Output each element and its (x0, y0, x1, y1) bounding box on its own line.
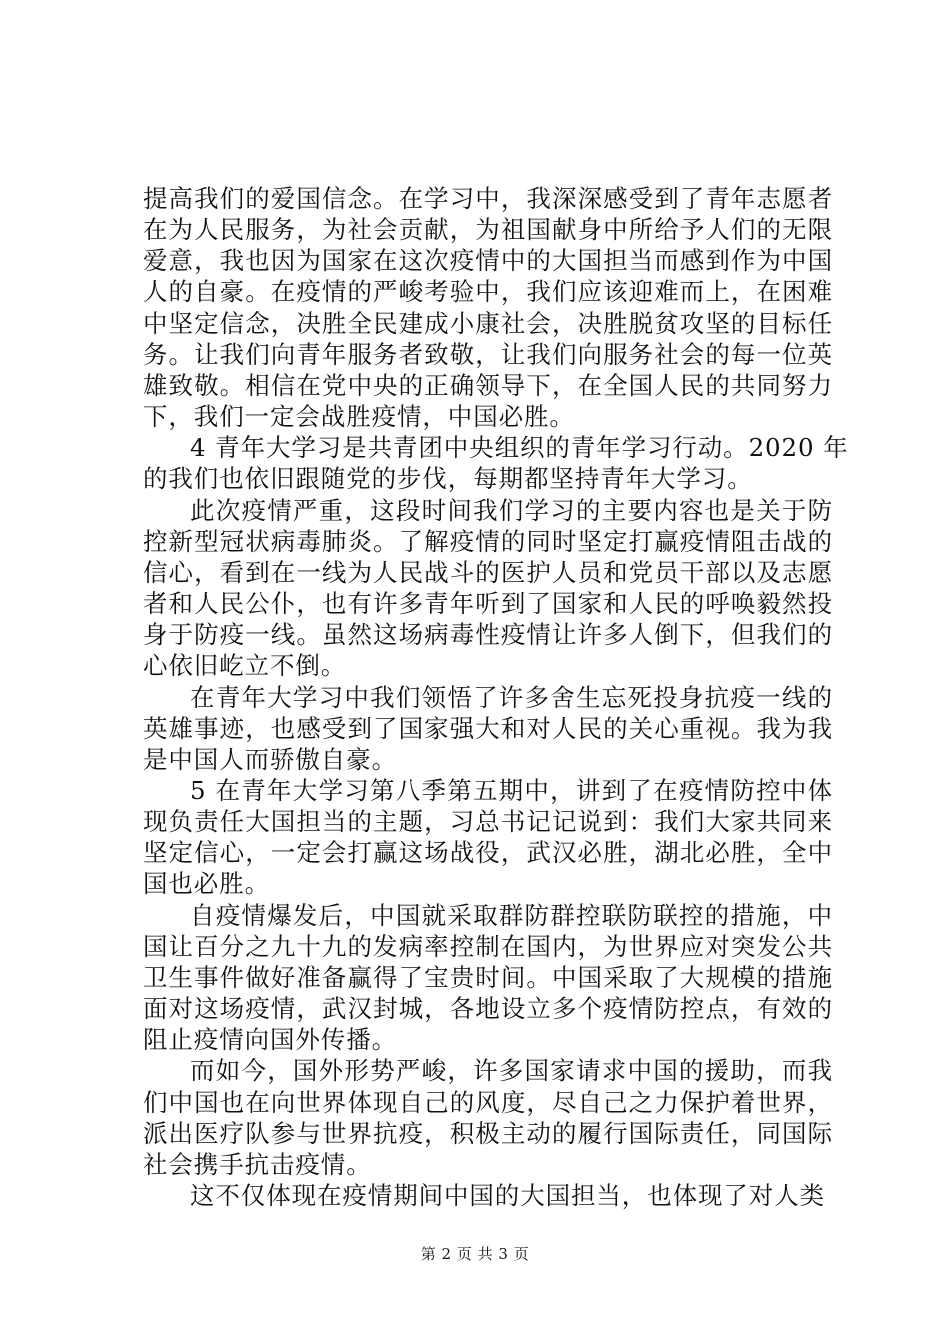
text-line: 提高我们的爱国信念。在学习中，我深深感受到了青年志愿者 (143, 184, 833, 213)
text-line: 卫生事件做好准备赢得了宝贵时间。中国采取了大规模的措施 (143, 963, 833, 992)
text-line: 这不仅体现在疫情期间中国的大国担当，也体现了对人类 (190, 1181, 825, 1210)
text-line: 是中国人而骄傲自豪。 (143, 745, 397, 774)
text-line: 者和人民公仆，也有许多青年听到了国家和人民的呼唤毅然投 (143, 589, 833, 618)
text-line: 坚定信心，一定会打赢这场战役，武汉必胜，湖北必胜，全中 (143, 838, 833, 867)
text-line: 爱意，我也因为国家在这次疫情中的大国担当而感到作为中国 (143, 246, 833, 275)
text-line: 中坚定信念，决胜全民建成小康社会，决胜脱贫攻坚的目标任 (143, 309, 833, 338)
text-line: 在青年大学习中我们领悟了许多舍生忘死投身抗疫一线的 (190, 683, 833, 712)
text-line: 而如今，国外形势严峻，许多国家请求中国的援助，而我 (190, 1056, 833, 1085)
text-line: 心依旧屹立不倒。 (143, 651, 347, 680)
text-line: 阻止疫情向国外传播。 (143, 1025, 397, 1054)
page-number-footer: 第 2 页 共 3 页 (420, 1245, 530, 1263)
text-line: 自疫情爆发后，中国就采取群防群控联防联控的措施，中 (190, 901, 833, 930)
text-line: 在为人民服务，为社会贡献，为祖国献身中所给予人们的无限 (143, 215, 833, 244)
text-line: 身于防疫一线。虽然这场病毒性疫情让许多人倒下，但我们的 (143, 620, 833, 649)
text-line: 英雄事迹，也感受到了国家强大和对人民的关心重视。我为我 (143, 714, 833, 743)
text-line: 国也必胜。 (143, 869, 270, 898)
text-line: 派出医疗队参与世界抗疫，积极主动的履行国际责任，同国际 (143, 1119, 833, 1148)
text-line: 的我们也依旧跟随党的步伐，每期都坚持青年大学习。 (143, 464, 753, 493)
text-line: 此次疫情严重，这段时间我们学习的主要内容也是关于防 (190, 496, 833, 525)
text-line: 雄致敬。相信在党中央的正确领导下，在全国人民的共同努力 (143, 371, 833, 400)
text-line: 现负责任大国担当的主题，习总书记记说到：我们大家共同来 (143, 807, 833, 836)
text-line: 信心，看到在一线为人民战斗的医护人员和党员干部以及志愿 (143, 558, 833, 587)
text-line: 务。让我们向青年服务者致敬，让我们向服务社会的每一位英 (143, 340, 833, 369)
text-line: 国让百分之九十九的发病率控制在国内，为世界应对突发公共 (143, 932, 833, 961)
text-line: 们中国也在向世界体现自己的风度，尽自己之力保护着世界， (143, 1088, 833, 1117)
text-line: 面对这场疫情，武汉封城，各地设立多个疫情防控点，有效的 (143, 994, 833, 1023)
text-line: 5 在青年大学习第八季第五期中，讲到了在疫情防控中体 (190, 776, 833, 805)
text-line: 下，我们一定会战胜疫情，中国必胜。 (143, 402, 575, 431)
text-line: 控新型冠状病毒肺炎。了解疫情的同时坚定打赢疫情阻击战的 (143, 527, 833, 556)
text-line: 社会携手抗击疫情。 (143, 1150, 372, 1179)
text-line: 4 青年大学习是共青团中央组织的青年学习行动。2020 年 (190, 433, 849, 462)
text-line: 人的自豪。在疫情的严峻考验中，我们应该迎难而上，在困难 (143, 277, 833, 306)
